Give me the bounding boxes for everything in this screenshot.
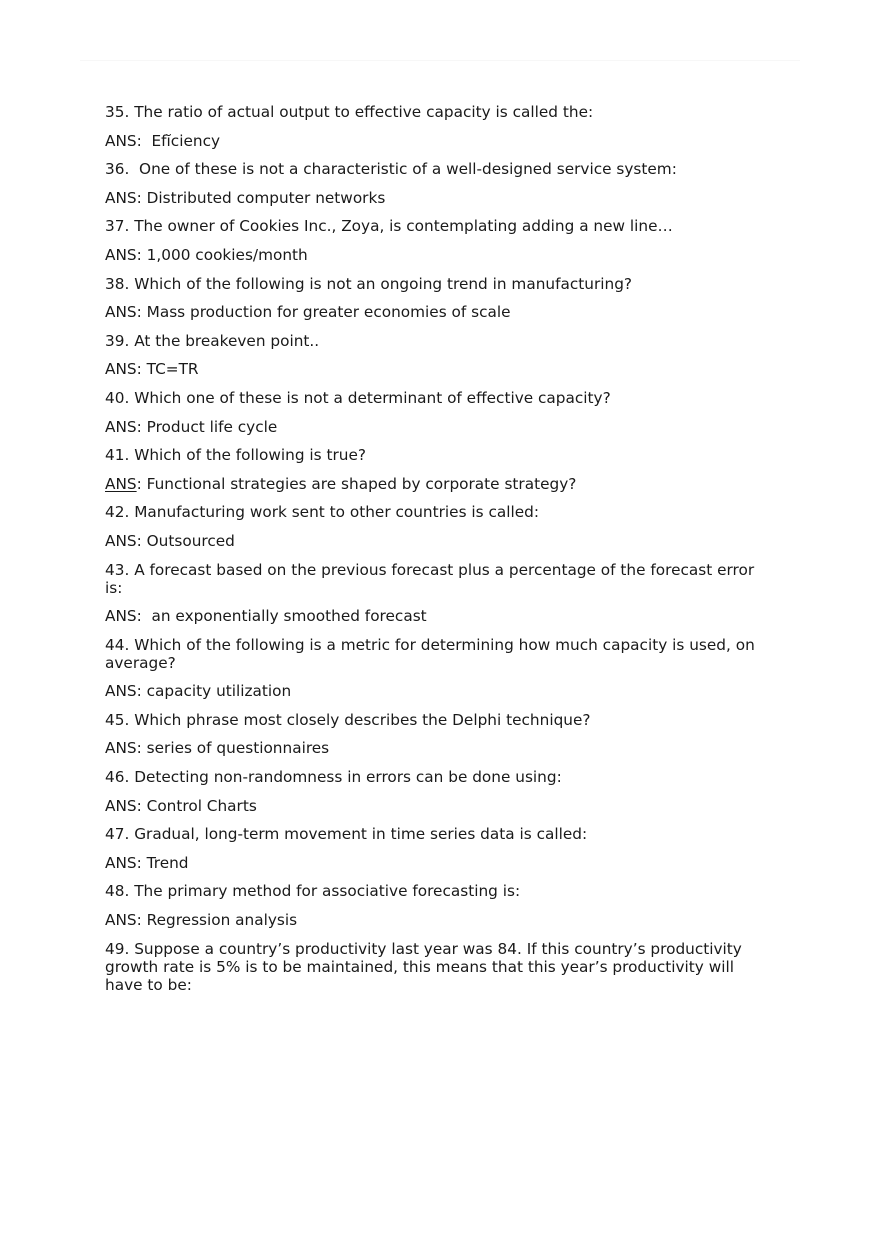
- answer-40: [105, 418, 770, 436]
- answer-39: [105, 360, 770, 378]
- answer-prefix: ANS:: [105, 682, 142, 701]
- answer-text: : Functional strategies are shaped by corporate strategy?: [136, 474, 577, 493]
- answer-prefix: ANS:: [105, 853, 142, 872]
- answer-prefix: ANS:: [105, 739, 142, 758]
- answer-42: [105, 532, 770, 550]
- answer-text: Product life cycle: [141, 417, 278, 436]
- answer-text: Regression analysis: [141, 911, 298, 930]
- answer-text: capacity utilization: [141, 682, 292, 701]
- question-40: 40. Which one of these is not a determinant of effective capacity?: [105, 388, 611, 407]
- answer-prefix: ANS:: [105, 131, 142, 150]
- answer-prefix: ANS:: [105, 188, 142, 207]
- answer-text: Control Charts: [141, 796, 257, 815]
- answer-38: [105, 303, 770, 321]
- qa-list: [105, 103, 770, 1004]
- answer-47: [105, 854, 770, 872]
- answer-prefix: ANS:: [105, 303, 142, 322]
- question-42: 42. Manufacturing work sent to other countries is called:: [105, 503, 540, 522]
- question-49: 49. Suppose a country’s productivity last year was 84. If this country’s productivity growth rate is 5% is to be maintained, this means that this year’s productivity will have to be:: [105, 939, 747, 994]
- question-48: 48. The primary method for associative forecasting is:: [105, 882, 521, 901]
- answer-prefix: ANS:: [105, 911, 142, 930]
- answer-text: 1,000 cookies/month: [141, 245, 308, 264]
- answer-48: [105, 911, 770, 929]
- question-39: 39. At the breakeven point..: [105, 331, 320, 350]
- answer-text: an exponentially smoothed forecast: [141, 607, 427, 626]
- answer-prefix: ANS:: [105, 607, 142, 626]
- question-41: 41. Which of the following is true?: [105, 446, 367, 465]
- question-45: 45. Which phrase most closely describes the Delphi technique?: [105, 710, 591, 729]
- answer-prefix: ANS:: [105, 796, 142, 815]
- answer-text: Outsourced: [141, 531, 235, 550]
- question-47: 47. Gradual, long-term movement in time series data is called:: [105, 825, 588, 844]
- question-43: 43. A forecast based on the previous forecast plus a percentage of the forecast error is:: [105, 560, 760, 597]
- answer-prefix: ANS:: [105, 360, 142, 379]
- question-37: 37. The owner of Cookies Inc., Zoya, is contemplating adding a new line…: [105, 217, 673, 236]
- answer-text: Distributed computer networks: [141, 188, 386, 207]
- answer-41: [105, 475, 770, 493]
- answer-text: Mass production for greater economies of scale: [141, 303, 511, 322]
- answer-prefix: ANS: [105, 474, 137, 493]
- question-38: 38. Which of the following is not an ongoing trend in manufacturing?: [105, 274, 633, 293]
- answer-text: TC=TR: [141, 360, 199, 379]
- answer-36: [105, 189, 770, 207]
- answer-43: [105, 607, 770, 625]
- answer-44: [105, 682, 770, 700]
- answer-prefix: ANS:: [105, 245, 142, 264]
- page-top-border: [80, 60, 800, 61]
- question-44: 44. Which of the following is a metric for determining how much capacity is used, on average?: [105, 635, 760, 672]
- answer-prefix: ANS:: [105, 417, 142, 436]
- answer-text: Efĭciency: [141, 131, 221, 150]
- answer-prefix: ANS:: [105, 531, 142, 550]
- answer-35: [105, 132, 770, 150]
- answer-text: series of questionnaires: [141, 739, 330, 758]
- question-46: 46. Detecting non-randomness in errors can be done using:: [105, 768, 562, 787]
- answer-45: [105, 739, 770, 757]
- answer-46: [105, 797, 770, 815]
- question-35: 35. The ratio of actual output to effective capacity is called the:: [105, 103, 594, 121]
- question-36: 36. One of these is not a characteristic of a well-designed service system:: [105, 160, 677, 179]
- answer-text: Trend: [141, 853, 189, 872]
- answer-37: [105, 246, 770, 264]
